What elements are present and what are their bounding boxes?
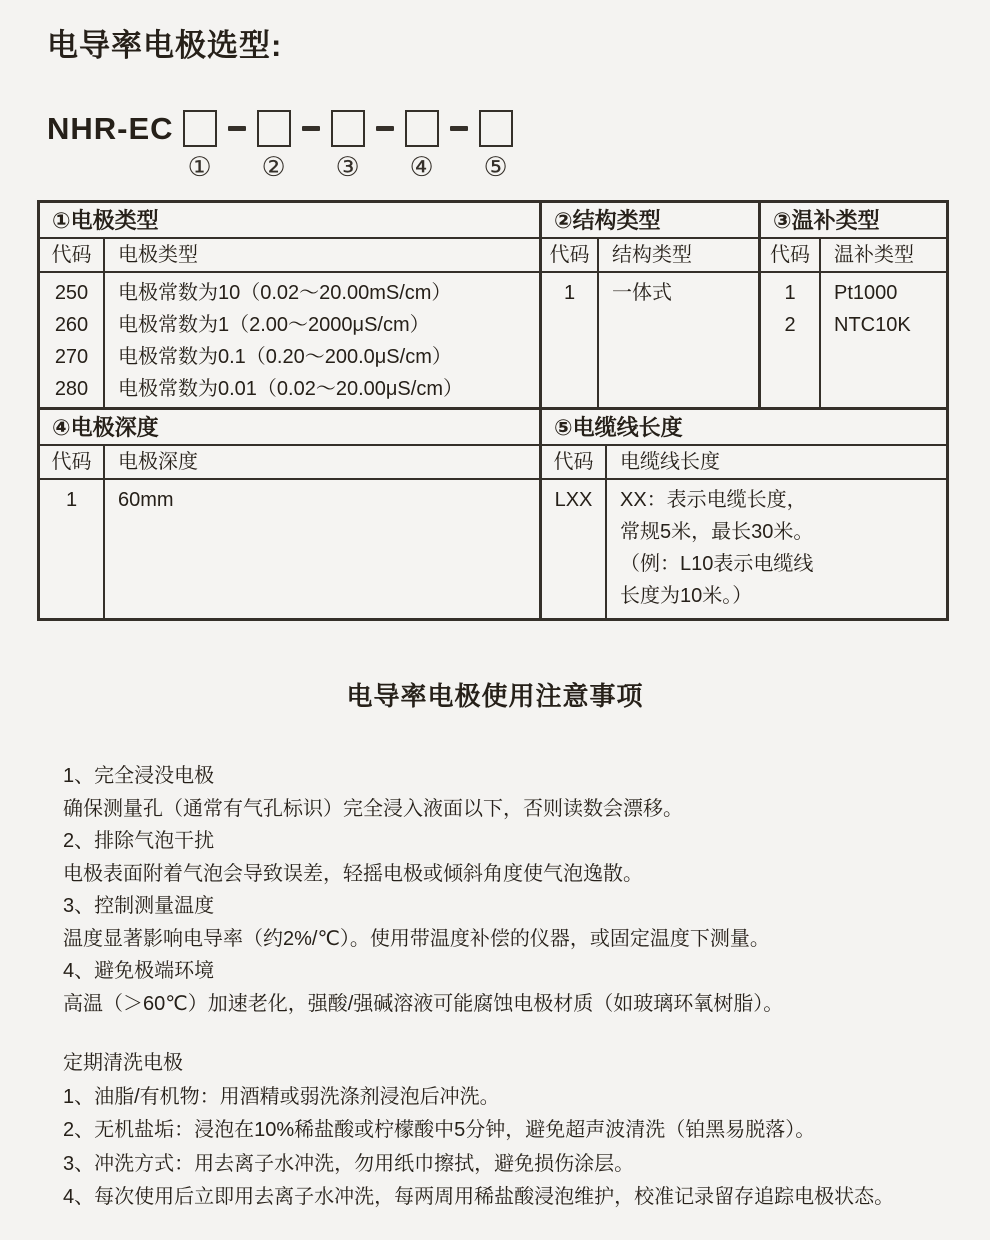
col-header-structure-type: 结构类型 bbox=[599, 239, 761, 273]
cleaning-item: 4、每次使用后立即用去离子水冲洗，每两周用稀盐酸浸泡维护，校准记录留存追踪电极状态。 bbox=[63, 1186, 895, 1208]
selection-table bbox=[37, 200, 949, 621]
note-heading: 1、完全浸没电极 bbox=[63, 765, 215, 787]
code-box-3 bbox=[331, 110, 365, 147]
col-header-code: 代码 bbox=[761, 239, 821, 273]
code-value: LXX bbox=[554, 489, 593, 511]
desc-value: 电极常数为1（2.00～2000μS/cm） bbox=[118, 314, 430, 336]
code-value: 280 bbox=[54, 378, 89, 400]
col-header-temp-comp-type: 温补类型 bbox=[821, 239, 946, 273]
dash-separator bbox=[450, 126, 468, 131]
note-body: 确保测量孔（通常有气孔标识）完全浸入液面以下，否则读数会漂移。 bbox=[63, 797, 683, 820]
dash-separator bbox=[376, 126, 394, 131]
section-header-structure-type: ②结构类型 bbox=[542, 203, 761, 239]
usage-note-item bbox=[63, 760, 783, 825]
position-marker-3: ③ bbox=[335, 152, 360, 183]
note-body: 温度显著影响电导率（约2%/℃）。使用带温度补偿的仪器，或固定温度下测量。 bbox=[63, 927, 770, 950]
section-header-electrode-depth: ④电极深度 bbox=[40, 410, 542, 446]
desc-line: 常规5米，最长30米。 bbox=[620, 521, 814, 543]
electrode-depth-codes bbox=[40, 480, 105, 618]
desc-line: （例：L10表示电缆线 bbox=[620, 553, 814, 575]
desc-value: NTC10K bbox=[834, 314, 911, 336]
selection-table-bottom bbox=[40, 407, 946, 618]
model-slot-3 bbox=[331, 110, 365, 182]
col-header-electrode-depth: 电极深度 bbox=[105, 446, 542, 480]
code-value: 270 bbox=[54, 346, 89, 368]
section-header-electrode-type: ①电极类型 bbox=[40, 203, 542, 239]
col-header-code: 代码 bbox=[40, 446, 105, 480]
electrode-type-descs bbox=[105, 273, 542, 407]
code-value: 260 bbox=[54, 314, 89, 336]
code-value: 2 bbox=[784, 314, 796, 336]
section-header-cable-length: ⑤电缆线长度 bbox=[542, 410, 946, 446]
col-header-electrode-type: 电极类型 bbox=[105, 239, 542, 273]
structure-type-descs bbox=[599, 273, 761, 407]
temp-comp-codes bbox=[761, 273, 821, 407]
code-box-5 bbox=[479, 110, 513, 147]
desc-value: 一体式 bbox=[612, 282, 672, 304]
structure-type-codes bbox=[542, 273, 599, 407]
electrode-depth-descs bbox=[105, 480, 542, 618]
code-value: 1 bbox=[65, 489, 78, 511]
model-slot-1 bbox=[183, 110, 217, 182]
code-value: 1 bbox=[784, 282, 796, 304]
cleaning-item: 1、油脂/有机物：用酒精或弱洗涤剂浸泡后冲洗。 bbox=[63, 1085, 500, 1108]
code-box-2 bbox=[257, 110, 291, 147]
cable-length-desc bbox=[607, 480, 946, 618]
desc-value: 60mm bbox=[118, 489, 174, 511]
dash-separator bbox=[302, 126, 320, 131]
model-slot-2 bbox=[257, 110, 291, 182]
model-slot-5 bbox=[479, 110, 513, 182]
dash-separator bbox=[228, 126, 246, 131]
usage-notes-list bbox=[63, 760, 783, 1020]
cleaning-title: 定期清洗电极 bbox=[63, 1052, 183, 1074]
section-header-temp-comp-type: ③温补类型 bbox=[761, 203, 946, 239]
note-heading: 4、避免极端环境 bbox=[63, 960, 215, 982]
col-header-cable-length: 电缆线长度 bbox=[607, 446, 946, 480]
col-header-code: 代码 bbox=[40, 239, 105, 273]
usage-notes-title: 电导率电极使用注意事项 bbox=[346, 681, 644, 711]
usage-note-item bbox=[63, 955, 783, 1020]
note-heading: 2、排除气泡干扰 bbox=[63, 830, 215, 852]
electrode-type-codes bbox=[40, 273, 105, 407]
position-marker-2: ② bbox=[261, 152, 286, 183]
code-value: 250 bbox=[54, 282, 89, 304]
desc-value: Pt1000 bbox=[834, 282, 898, 304]
code-box-1 bbox=[183, 110, 217, 147]
note-body: 高温（＞60℃）加速老化，强酸/强碱溶液可能腐蚀电极材质（如玻璃环氧树脂）。 bbox=[63, 992, 784, 1015]
col-header-code: 代码 bbox=[542, 239, 599, 273]
model-code-diagram bbox=[47, 110, 513, 182]
note-body: 电极表面附着气泡会导致误差，轻摇电极或倾斜角度使气泡逸散。 bbox=[63, 862, 643, 885]
code-value: 1 bbox=[563, 282, 576, 304]
page-title: 电导率电极选型: bbox=[47, 28, 283, 63]
desc-value: 电极常数为10（0.02～20.00mS/cm） bbox=[118, 282, 452, 304]
desc-value: 电极常数为0.01（0.02～20.00μS/cm） bbox=[118, 378, 463, 400]
desc-value: 电极常数为0.1（0.20～200.0μS/cm） bbox=[118, 346, 452, 368]
position-marker-4: ④ bbox=[409, 152, 434, 183]
usage-note-item bbox=[63, 825, 783, 890]
position-marker-1: ① bbox=[187, 152, 212, 183]
code-box-4 bbox=[405, 110, 439, 147]
selection-table-top bbox=[40, 203, 946, 407]
cleaning-item: 2、无机盐垢：浸泡在10%稀盐酸或柠檬酸中5分钟，避免超声波清洗（铂黑易脱落）。 bbox=[63, 1119, 816, 1141]
col-header-code: 代码 bbox=[542, 446, 607, 480]
cleaning-notes-list bbox=[63, 1047, 894, 1215]
cable-length-codes bbox=[542, 480, 607, 618]
model-prefix: NHR-EC bbox=[47, 111, 174, 146]
usage-note-item bbox=[63, 890, 783, 955]
desc-line: XX：表示电缆长度， bbox=[620, 489, 807, 511]
temp-comp-descs bbox=[821, 273, 946, 407]
note-heading: 3、控制测量温度 bbox=[63, 895, 215, 917]
cleaning-item: 3、冲洗方式：用去离子水冲洗，勿用纸巾擦拭，避免损伤涂层。 bbox=[63, 1152, 635, 1175]
desc-line: 长度为10米。） bbox=[620, 585, 753, 607]
model-slot-4 bbox=[405, 110, 439, 182]
position-marker-5: ⑤ bbox=[483, 152, 508, 183]
